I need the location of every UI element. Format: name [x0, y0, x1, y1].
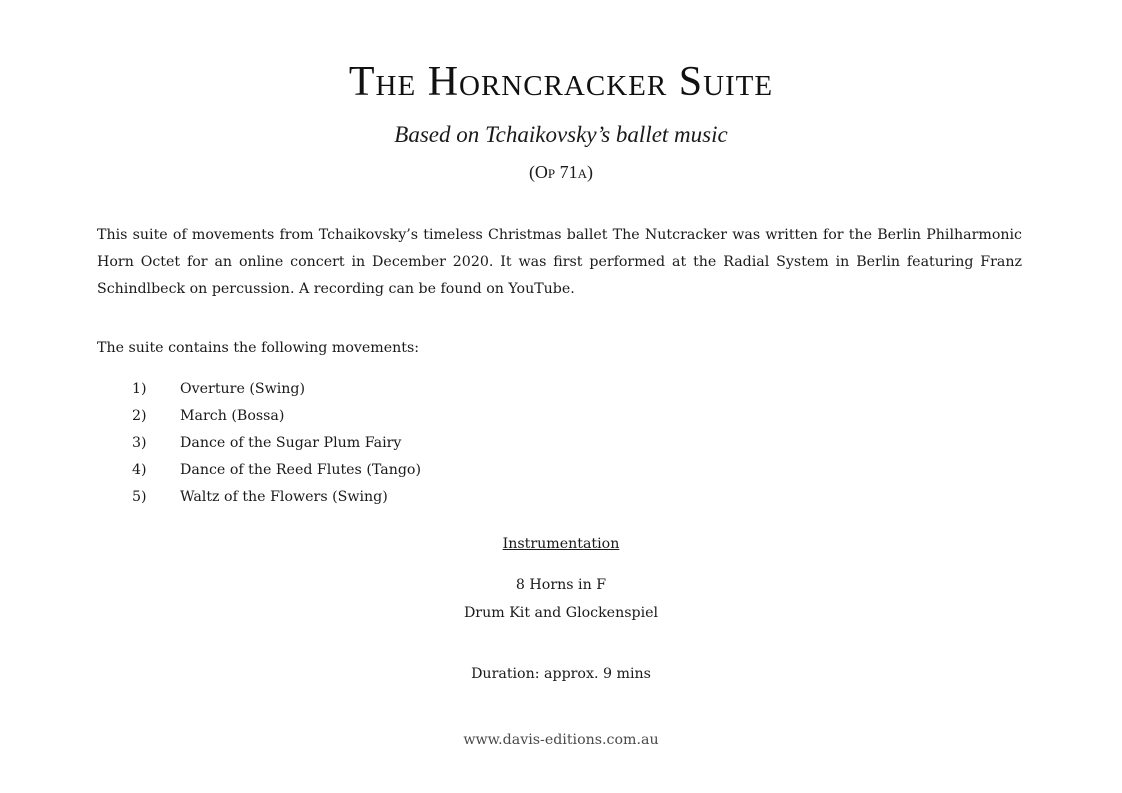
movement-name: March (Bossa) — [180, 408, 285, 424]
movement-number: 4) — [132, 462, 147, 478]
movement-number: 5) — [132, 489, 147, 505]
list-item — [132, 403, 421, 430]
movement-name: Dance of the Sugar Plum Fairy — [180, 435, 402, 451]
website-footer: www.davis-editions.com.au — [463, 732, 659, 748]
instrumentation-horns: 8 Horns in F — [515, 577, 607, 593]
movement-number: 2) — [132, 408, 147, 424]
movements-lead: The suite contains the following movements: — [97, 340, 420, 356]
movement-name: Dance of the Reed Flutes (Tango) — [180, 462, 421, 478]
document-title: The Horncracker Suite — [348, 59, 774, 105]
movements-list — [132, 376, 421, 511]
instrumentation-percussion: Drum Kit and Glockenspiel — [463, 605, 659, 621]
list-item — [132, 484, 421, 511]
movement-name: Waltz of the Flowers (Swing) — [180, 489, 388, 505]
opus-number: (Op 71a) — [528, 162, 594, 182]
movement-name: Overture (Swing) — [180, 381, 306, 397]
list-item — [132, 376, 421, 403]
movement-number: 1) — [132, 381, 147, 397]
intro-paragraph: This suite of movements from Tchaikovsky’s timeless Christmas ballet The Nutcracker was written for the Berlin Philharmonic Horn Octet for an online concert in December 2020. It was first performed at the Radial System in Berlin featuring Franz Schindlbeck on percussion. A recording can be found on YouTube. — [97, 227, 1022, 297]
list-item — [132, 430, 421, 457]
movement-number: 3) — [132, 435, 147, 451]
instrumentation-heading: Instrumentation — [502, 536, 620, 552]
list-item — [132, 457, 421, 484]
document-subtitle: Based on Tchaikovsky’s ballet music — [394, 122, 728, 147]
duration-text: Duration: approx. 9 mins — [471, 666, 651, 682]
